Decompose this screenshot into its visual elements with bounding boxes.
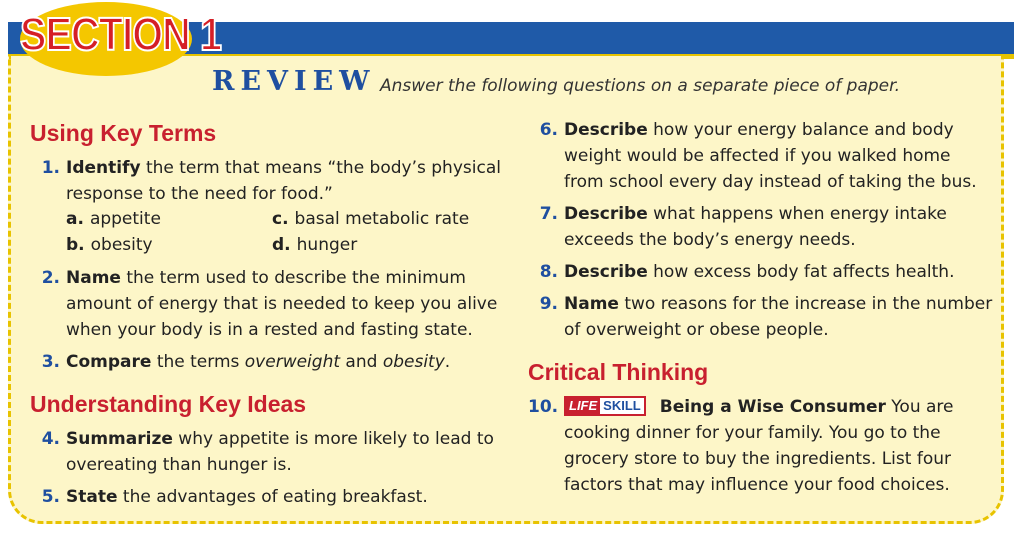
question-keyword: Describe: [564, 262, 648, 282]
option-a: [66, 209, 161, 229]
question-5: [41, 484, 428, 510]
question-text: response to the need for food.”: [66, 184, 333, 204]
question-text: You are: [885, 397, 954, 417]
question-text: how your energy balance and body: [647, 120, 954, 140]
section-badge-label: SECTION 1: [20, 8, 222, 60]
question-term: obesity: [382, 352, 445, 372]
review-title: REVIEW: [212, 66, 376, 97]
question-text: the terms: [151, 352, 245, 372]
option-d: [272, 235, 357, 255]
question-6: [539, 117, 977, 195]
question-number: 3.: [41, 352, 60, 372]
question-2: [41, 265, 498, 343]
question-keyword: Summarize: [66, 429, 173, 449]
question-keyword: Identify: [66, 158, 141, 178]
question-number: 8.: [539, 262, 558, 282]
question-keyword: Name: [564, 294, 619, 314]
question-text: .: [444, 352, 451, 372]
question-text: the advantages of eating breakfast.: [117, 487, 428, 507]
question-text: grocery store to buy the ingredients. List four: [564, 449, 951, 469]
question-text: exceeds the body’s energy needs.: [564, 230, 856, 250]
question-keyword: Name: [66, 268, 121, 288]
question-term: overweight: [244, 352, 341, 372]
heading-using-key-terms: Using Key Terms: [30, 120, 217, 146]
option-text: appetite: [89, 209, 161, 229]
question-text: weight would be affected if you walked home: [564, 146, 951, 166]
question-text: amount of energy that is needed to keep you alive: [66, 294, 498, 314]
option-c: [272, 209, 469, 229]
question-text: overeating than hunger is.: [66, 455, 292, 475]
question-keyword: Describe: [564, 120, 648, 140]
question-text: from school every day instead of taking the bus.: [564, 172, 977, 192]
life-skill-badge: [564, 396, 646, 416]
question-keyword: State: [66, 487, 118, 507]
option-text: hunger: [296, 235, 358, 255]
question-1: [41, 155, 501, 207]
question-keyword: Describe: [564, 204, 648, 224]
question-text: why appetite is more likely to lead to: [172, 429, 494, 449]
question-text: the term that means “the body’s physical: [140, 158, 501, 178]
option-b: [66, 235, 153, 255]
option-letter: a.: [66, 209, 84, 229]
life-skill-badge-life: LIFE: [566, 398, 600, 414]
option-letter: b.: [66, 235, 85, 255]
life-skill-badge-skill: SKILL: [600, 398, 644, 414]
question-10: [528, 394, 954, 498]
question-text: what happens when energy intake: [647, 204, 947, 224]
question-text: the term used to describe the minimum: [120, 268, 466, 288]
question-8: [539, 259, 955, 285]
question-4: [41, 426, 494, 478]
heading-understanding-key-ideas: Understanding Key Ideas: [30, 391, 307, 417]
question-9: [539, 291, 993, 343]
question-text: when your body is in a rested and fasting state.: [66, 320, 473, 340]
question-text: factors that may influence your food choices.: [564, 475, 950, 495]
question-keyword: Being a Wise Consumer: [659, 397, 886, 417]
option-text: basal metabolic rate: [294, 209, 470, 229]
review-instruction: Answer the following questions on a separate piece of paper.: [380, 76, 900, 96]
option-text: obesity: [90, 235, 153, 255]
question-3: [41, 349, 451, 375]
question-number: 9.: [539, 294, 558, 314]
question-text: how excess body fat affects health.: [647, 262, 955, 282]
option-letter: c.: [272, 209, 289, 229]
question-text: cooking dinner for your family. You go to the: [564, 423, 941, 443]
question-number: 5.: [41, 487, 60, 507]
question-text: of overweight or obese people.: [564, 320, 829, 340]
question-number: 7.: [539, 204, 558, 224]
question-keyword: Compare: [66, 352, 152, 372]
heading-critical-thinking: Critical Thinking: [528, 359, 709, 385]
question-number: 10.: [528, 397, 559, 417]
question-text: two reasons for the increase in the number: [618, 294, 993, 314]
question-number: 1.: [41, 158, 60, 178]
option-letter: d.: [272, 235, 291, 255]
question-text: and: [340, 352, 383, 372]
question-7: [539, 201, 947, 253]
question-number: 6.: [539, 120, 558, 140]
question-number: 4.: [41, 429, 60, 449]
question-number: 2.: [41, 268, 60, 288]
